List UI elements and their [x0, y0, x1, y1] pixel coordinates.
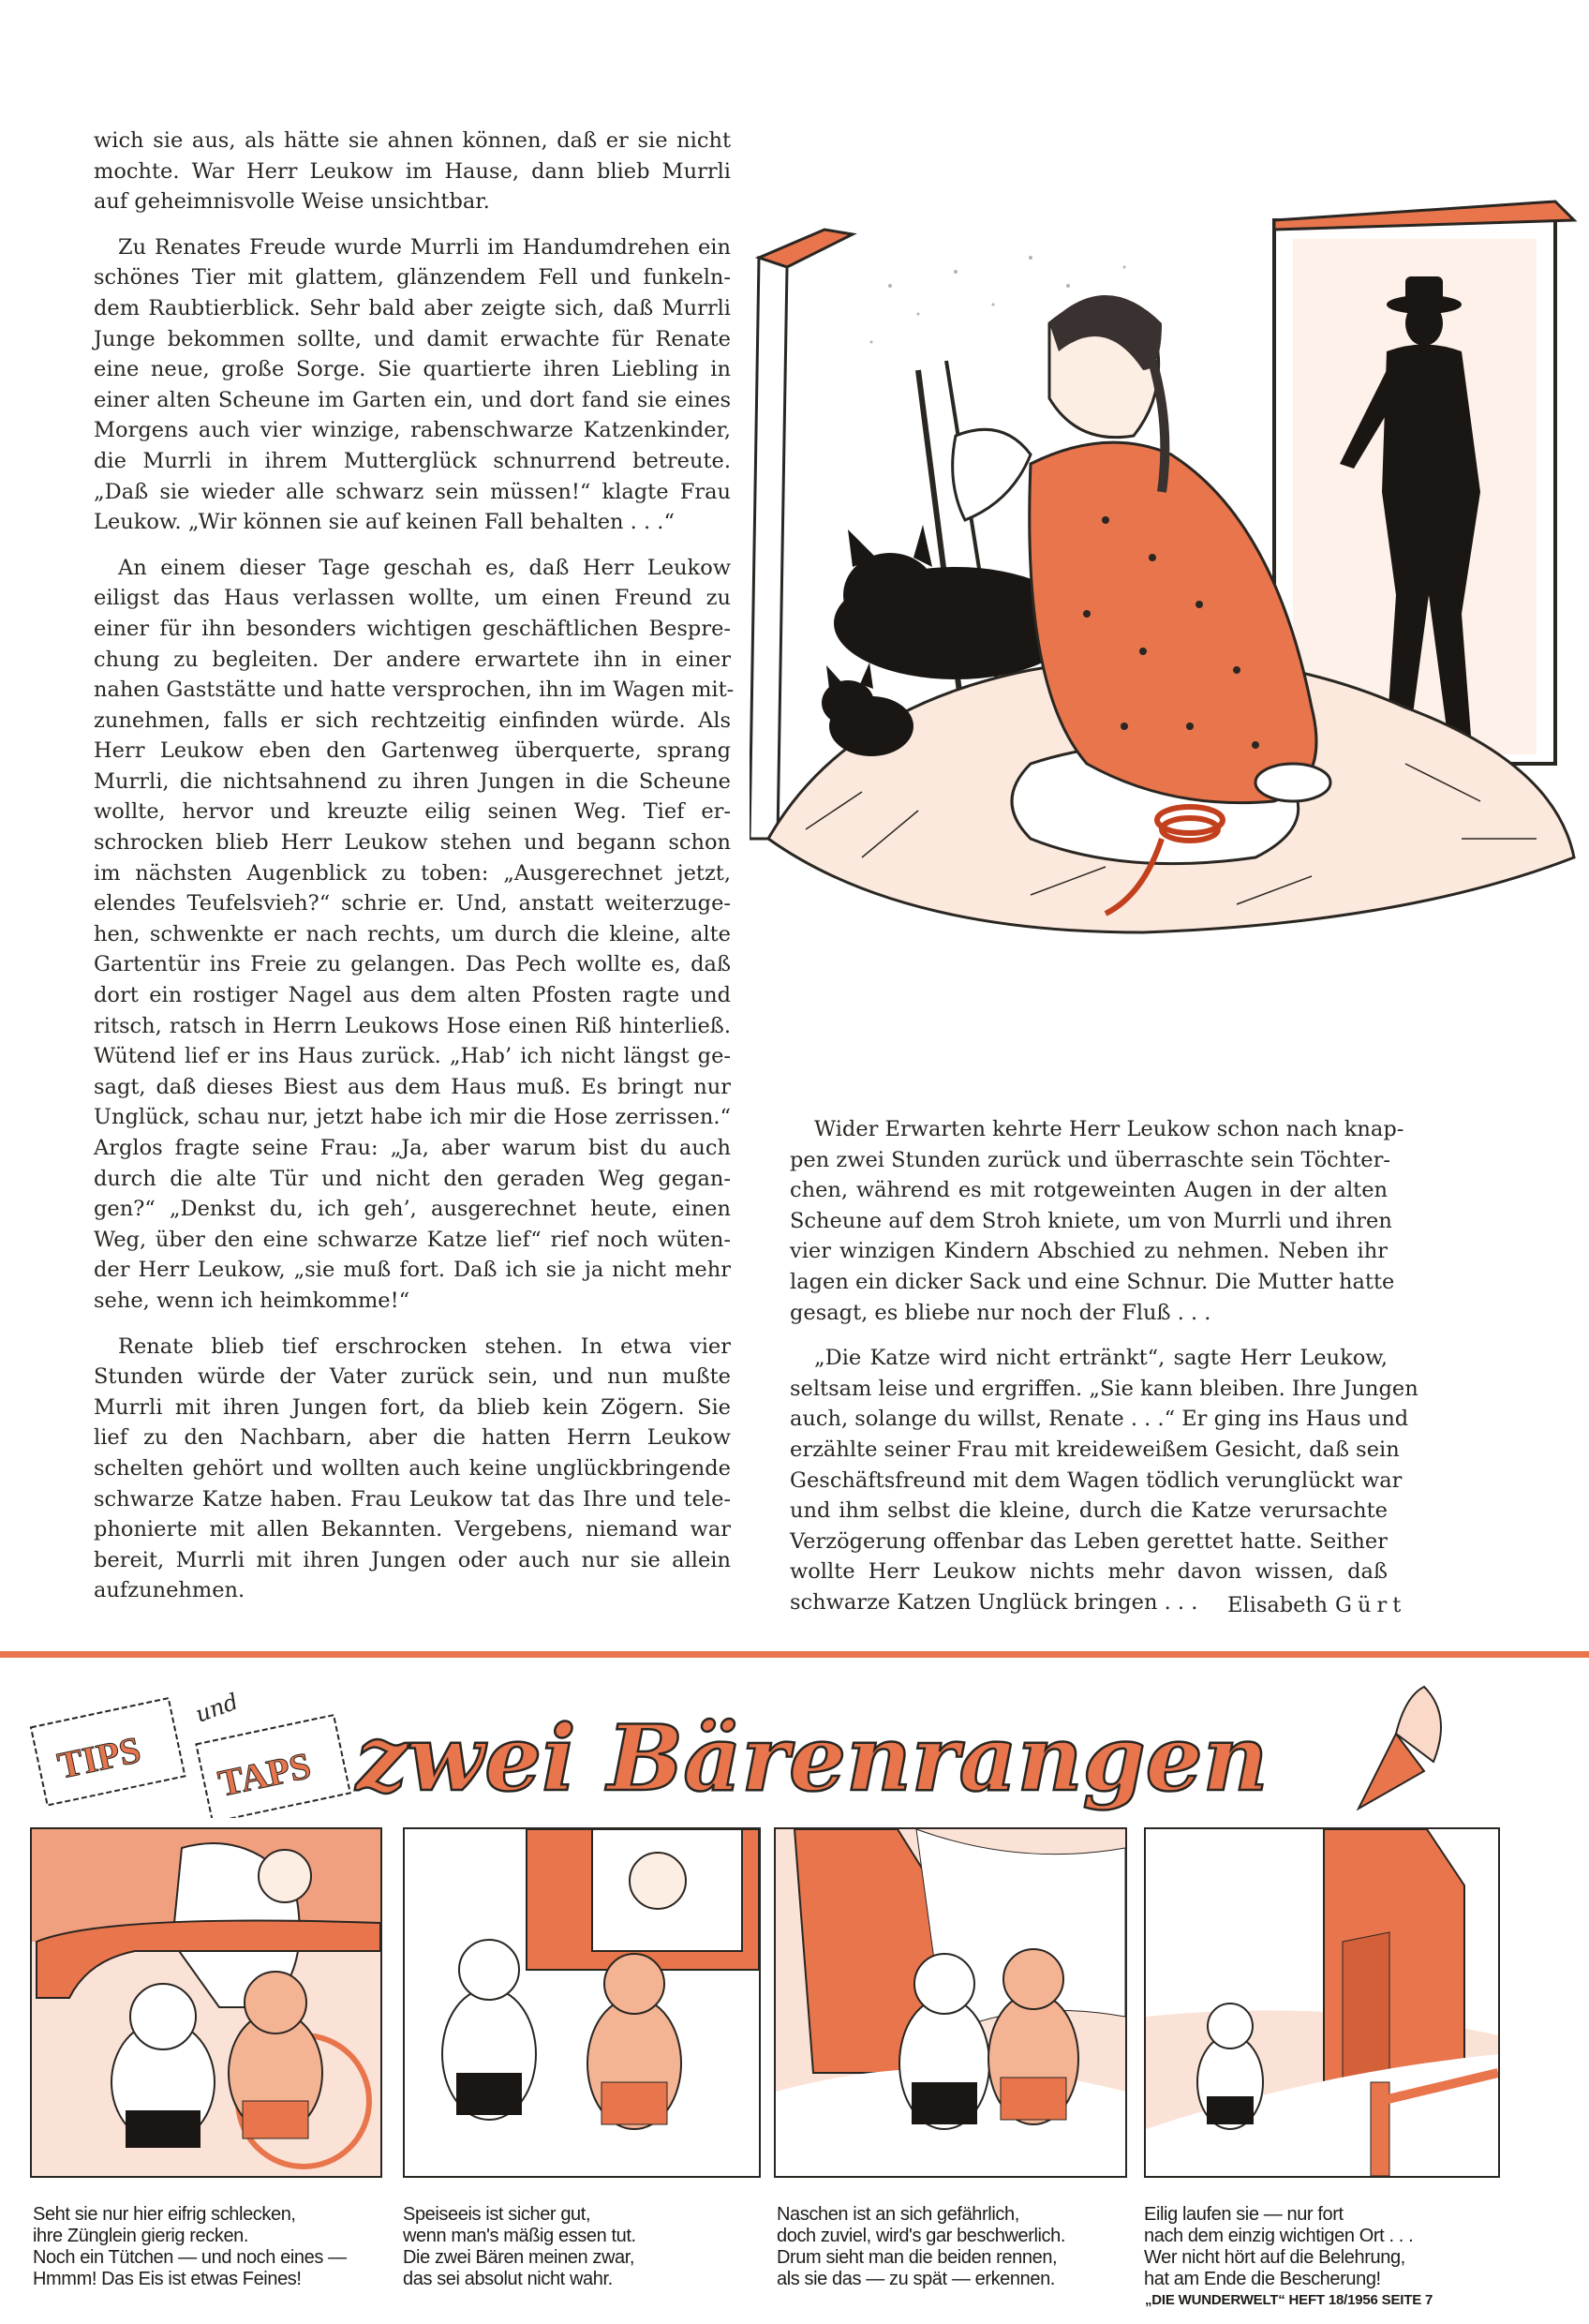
- story-illustration: [750, 183, 1589, 1082]
- paragraph: [790, 1343, 1418, 1617]
- caption-line: doch zuviel, wird's gar beschwerlich.: [777, 2226, 1066, 2246]
- text-line: eiligst das Haus verlassen wollte, um einen Freund zu: [94, 586, 731, 611]
- text-line: An einem dieser Tage geschah es, daß Herr Leukow: [118, 555, 731, 580]
- text-line: einer alten Scheune im Garten ein, und dort fand sie eines: [94, 387, 731, 412]
- text-line: gen?“ „Denkst du, ich geh’, ausgerechnet heute, einen: [94, 1197, 731, 1222]
- text-line: wollte Herr Leukow nichts mehr davon wissen, daß: [790, 1559, 1388, 1585]
- text-line: eine neue, große Sorge. Sie quartierte ihren Liebling in: [94, 357, 731, 382]
- text-line: „Die Katze wird nicht ertränkt“, sagte Herr Leukow,: [814, 1346, 1388, 1371]
- caption-panel-3: [777, 2204, 1065, 2290]
- caption-line: nach dem einzig wichtigen Ort . . .: [1144, 2226, 1414, 2246]
- author-last-name: Gürt: [1335, 1593, 1407, 1617]
- story-left-column: [94, 126, 735, 1621]
- comic-panel-3: [774, 1827, 1127, 2178]
- text-line: die Murrli in ihrem Mutterglück schnurrend betreute.: [94, 448, 731, 473]
- text-line: Herr Leukow eben den Gartenweg überquerte, sprang: [94, 738, 731, 764]
- handkerchief: [953, 429, 1031, 520]
- title-und: und: [191, 1688, 242, 1728]
- text-line: sehe, wenn ich heimkomme!“: [94, 1288, 410, 1313]
- story-right-column: [790, 1114, 1418, 1633]
- text-line: aufzunehmen.: [94, 1578, 245, 1603]
- text-line: ritsch, ratsch in Herrn Leukows Hose einen Riß hinterließ.: [94, 1013, 731, 1038]
- text-line: schönes Tier mit glattem, glänzendem Fell und funkeln-: [94, 265, 731, 290]
- text-line: pen zwei Stunden zurück und überraschte sein Töchter-: [790, 1147, 1390, 1172]
- text-line: Wütend lief er ins Haus zurück. „Hab’ ich nicht längst ge-: [94, 1044, 731, 1069]
- text-line: Geschäftsfreund mit dem Wagen tödlich verunglückt war: [790, 1467, 1403, 1493]
- comic-title-logo: [19, 1677, 1480, 1818]
- caption-panel-1: [33, 2204, 347, 2290]
- caption-line: Wer nicht hört auf die Belehrung,: [1144, 2247, 1405, 2268]
- bear-tips: [1197, 2004, 1263, 2129]
- text-line: zunehmen, falls er sich rechtzeitig einfinden würde. Als: [94, 708, 731, 733]
- comic-panel-1: [30, 1827, 382, 2178]
- text-line: schelten gehört und wollten auch keine unglückbringende: [94, 1455, 731, 1481]
- text-line: lagen ein dicker Sack und eine Schnur. Die Mutter hatte: [790, 1269, 1395, 1294]
- caption-line: Die zwei Bären meinen zwar,: [403, 2247, 635, 2268]
- text-line: Leukow. „Wir können sie auf keinen Fall behalten . . .“: [94, 510, 675, 535]
- caption-line: hat am Ende die Bescherung!: [1144, 2269, 1381, 2289]
- text-line: durch die alte Tür und nicht den geraden Weg gegan-: [94, 1166, 731, 1191]
- text-line: Weg, über den eine schwarze Katze lief“ rief noch wüten-: [94, 1227, 731, 1252]
- black-kitten: [822, 663, 913, 756]
- text-line: auf geheimnisvolle Weise unsichtbar.: [94, 189, 490, 215]
- page-footer: „DIE WUNDERWELT“ HEFT 18/1956 SEITE 7: [1145, 2292, 1433, 2308]
- caption-line: Eilig laufen sie — nur fort: [1144, 2204, 1344, 2225]
- text-line: Murrli mit ihren Jungen fort, da blieb kein Zögern. Sie: [94, 1394, 731, 1420]
- caption-line: ihre Zünglein gierig recken.: [33, 2226, 249, 2246]
- text-line: sagt, daß dieses Biest aus dem Haus muß. Es bringt nur: [94, 1074, 731, 1099]
- text-line: und ihm selbst die kleine, durch die Katze verursachte: [790, 1498, 1388, 1524]
- text-line: „Daß sie wieder alle schwarz sein müssen!“ klagte Frau: [94, 479, 731, 504]
- caption-line: als sie das — zu spät — erkennen.: [777, 2269, 1055, 2289]
- text-line: Junge bekommen sollte, und damit erwachte für Renate: [94, 326, 731, 351]
- title-main: zwei Bärenrangen: [356, 1706, 1269, 1811]
- caption-line: Hmmm! Das Eis ist etwas Feines!: [33, 2269, 302, 2289]
- caption-line: Seht sie nur hier eifrig schlecken,: [33, 2204, 296, 2225]
- comic-panel-2: [403, 1827, 761, 2178]
- caption-panel-2: [403, 2204, 636, 2290]
- text-line: nahen Gaststätte und hatte versprochen, ihn im Wagen mit-: [94, 678, 735, 703]
- text-line: Morgens auch vier winzige, rabenschwarze Katzenkinder,: [94, 418, 731, 443]
- caption-line: Drum sieht man die beiden rennen,: [777, 2247, 1058, 2268]
- text-line: chen, während es mit rotgeweinten Augen in der alten: [790, 1178, 1388, 1203]
- text-line: Verzögerung offenbar das Leben gerettet hatte. Seither: [790, 1528, 1388, 1554]
- text-line: Renate blieb tief erschrocken stehen. In etwa vier: [118, 1333, 731, 1359]
- comic-panel-4: [1144, 1827, 1500, 2178]
- ice-cream-cone-icon: [1359, 1687, 1441, 1809]
- text-line: phonierte mit allen Bekannten. Vergebens, niemand war: [94, 1517, 731, 1542]
- author-first-name: Elisabeth: [1227, 1593, 1329, 1617]
- text-line: im nächsten Augenblick zu toben: „Ausgerechnet jetzt,: [94, 860, 731, 886]
- section-divider: [0, 1651, 1589, 1658]
- text-line: Zu Renates Freude wurde Murrli im Handumdrehen ein: [118, 234, 731, 260]
- text-line: schwarze Katzen Unglück bringen . . .: [790, 1589, 1198, 1615]
- text-line: Wider Erwarten kehrte Herr Leukow schon nach knap-: [814, 1117, 1404, 1141]
- text-line: einer für ihn besonders wichtigen geschäftlichen Bespre-: [94, 616, 731, 641]
- paragraph: [790, 1114, 1404, 1328]
- text-line: wich sie aus, als hätte sie ahnen können, daß er sie nicht: [94, 128, 731, 153]
- text-line: Scheune auf dem Stroh kniete, um von Murrli und ihren: [790, 1208, 1392, 1233]
- caption-line: Naschen ist an sich gefährlich,: [777, 2204, 1019, 2225]
- text-line: lief zu den Nachbarn, aber die hatten Herrn Leukow: [94, 1425, 731, 1451]
- text-line: seltsam leise und ergriffen. „Sie kann bleiben. Ihre Jungen: [790, 1376, 1418, 1401]
- text-line: Murrli, die nichtsahnend zu ihren Jungen in die Scheune: [94, 768, 731, 794]
- text-line: auch, solange du willst, Renate . . .“ Er ging ins Haus und: [790, 1407, 1409, 1432]
- paragraph: [94, 553, 735, 1317]
- text-line: Gartentür ins Freie zu gelangen. Das Pech wollte es, daß: [94, 952, 731, 977]
- caption-line: wenn man's mäßig essen tut.: [403, 2226, 636, 2246]
- caption-line: das sei absolut nicht wahr.: [403, 2269, 613, 2289]
- bear-tips: [111, 1984, 215, 2148]
- text-line: vier winzigen Kindern Abschied zu nehmen. Neben ihr: [790, 1239, 1388, 1264]
- text-line: Arglos fragte seine Frau: „Ja, aber warum bist du auch: [94, 1136, 731, 1160]
- author-name: [1227, 1590, 1406, 1621]
- text-line: Stunden würde der Vater zurück sein, und nun mußte: [94, 1364, 731, 1390]
- text-line: elendes Teufelsvieh?“ schrie er. Und, anstatt weiterzuge-: [94, 891, 731, 916]
- text-line: chung zu begleiten. Der andere erwartete ihn in einer: [94, 647, 731, 672]
- title-taps: TAPS: [215, 1744, 315, 1805]
- text-line: schrocken blieb Herr Leukow stehen und begann schon: [94, 830, 731, 856]
- caption-line: Noch ein Tütchen — und noch eines —: [33, 2247, 347, 2268]
- caption-panel-4: [1144, 2204, 1413, 2290]
- text-line: dort ein rostiger Nagel aus dem alten Pfosten ragte und: [94, 983, 731, 1008]
- text-line: dem Raubtierblick. Sehr bald aber zeigte sich, daß Murrli: [94, 295, 731, 320]
- caption-line: Speiseeis ist sicher gut,: [403, 2204, 591, 2225]
- text-line: gesagt, es bliebe nur noch der Fluß . . .: [790, 1300, 1211, 1325]
- text-line: Unglück, schau nur, jetzt habe ich mir die Hose zerrissen.“: [94, 1105, 731, 1130]
- text-line: bereit, Murrli mit ihren Jungen oder auch nur sie allein: [94, 1547, 731, 1572]
- text-line: hen, schwenkte er nach rechts, um durch die kleine, alte: [94, 921, 731, 946]
- text-line: mochte. War Herr Leukow im Hause, dann blieb Murrli: [94, 158, 731, 184]
- text-line: schwarze Katze haben. Frau Leukow tat das Ihre und tele-: [94, 1486, 731, 1512]
- text-line: erzählte seiner Frau mit kreideweißem Gesicht, daß sein: [790, 1437, 1400, 1462]
- paragraph: [94, 126, 731, 217]
- title-tips: TIPS: [53, 1728, 144, 1787]
- paragraph: [94, 1332, 731, 1606]
- paragraph: [94, 232, 731, 538]
- text-line: der Herr Leukow, „sie muß fort. Daß ich sie ja nicht mehr: [94, 1258, 731, 1283]
- text-line: wollte, hervor und kreuzte eilig seinen Weg. Tief er-: [94, 799, 731, 825]
